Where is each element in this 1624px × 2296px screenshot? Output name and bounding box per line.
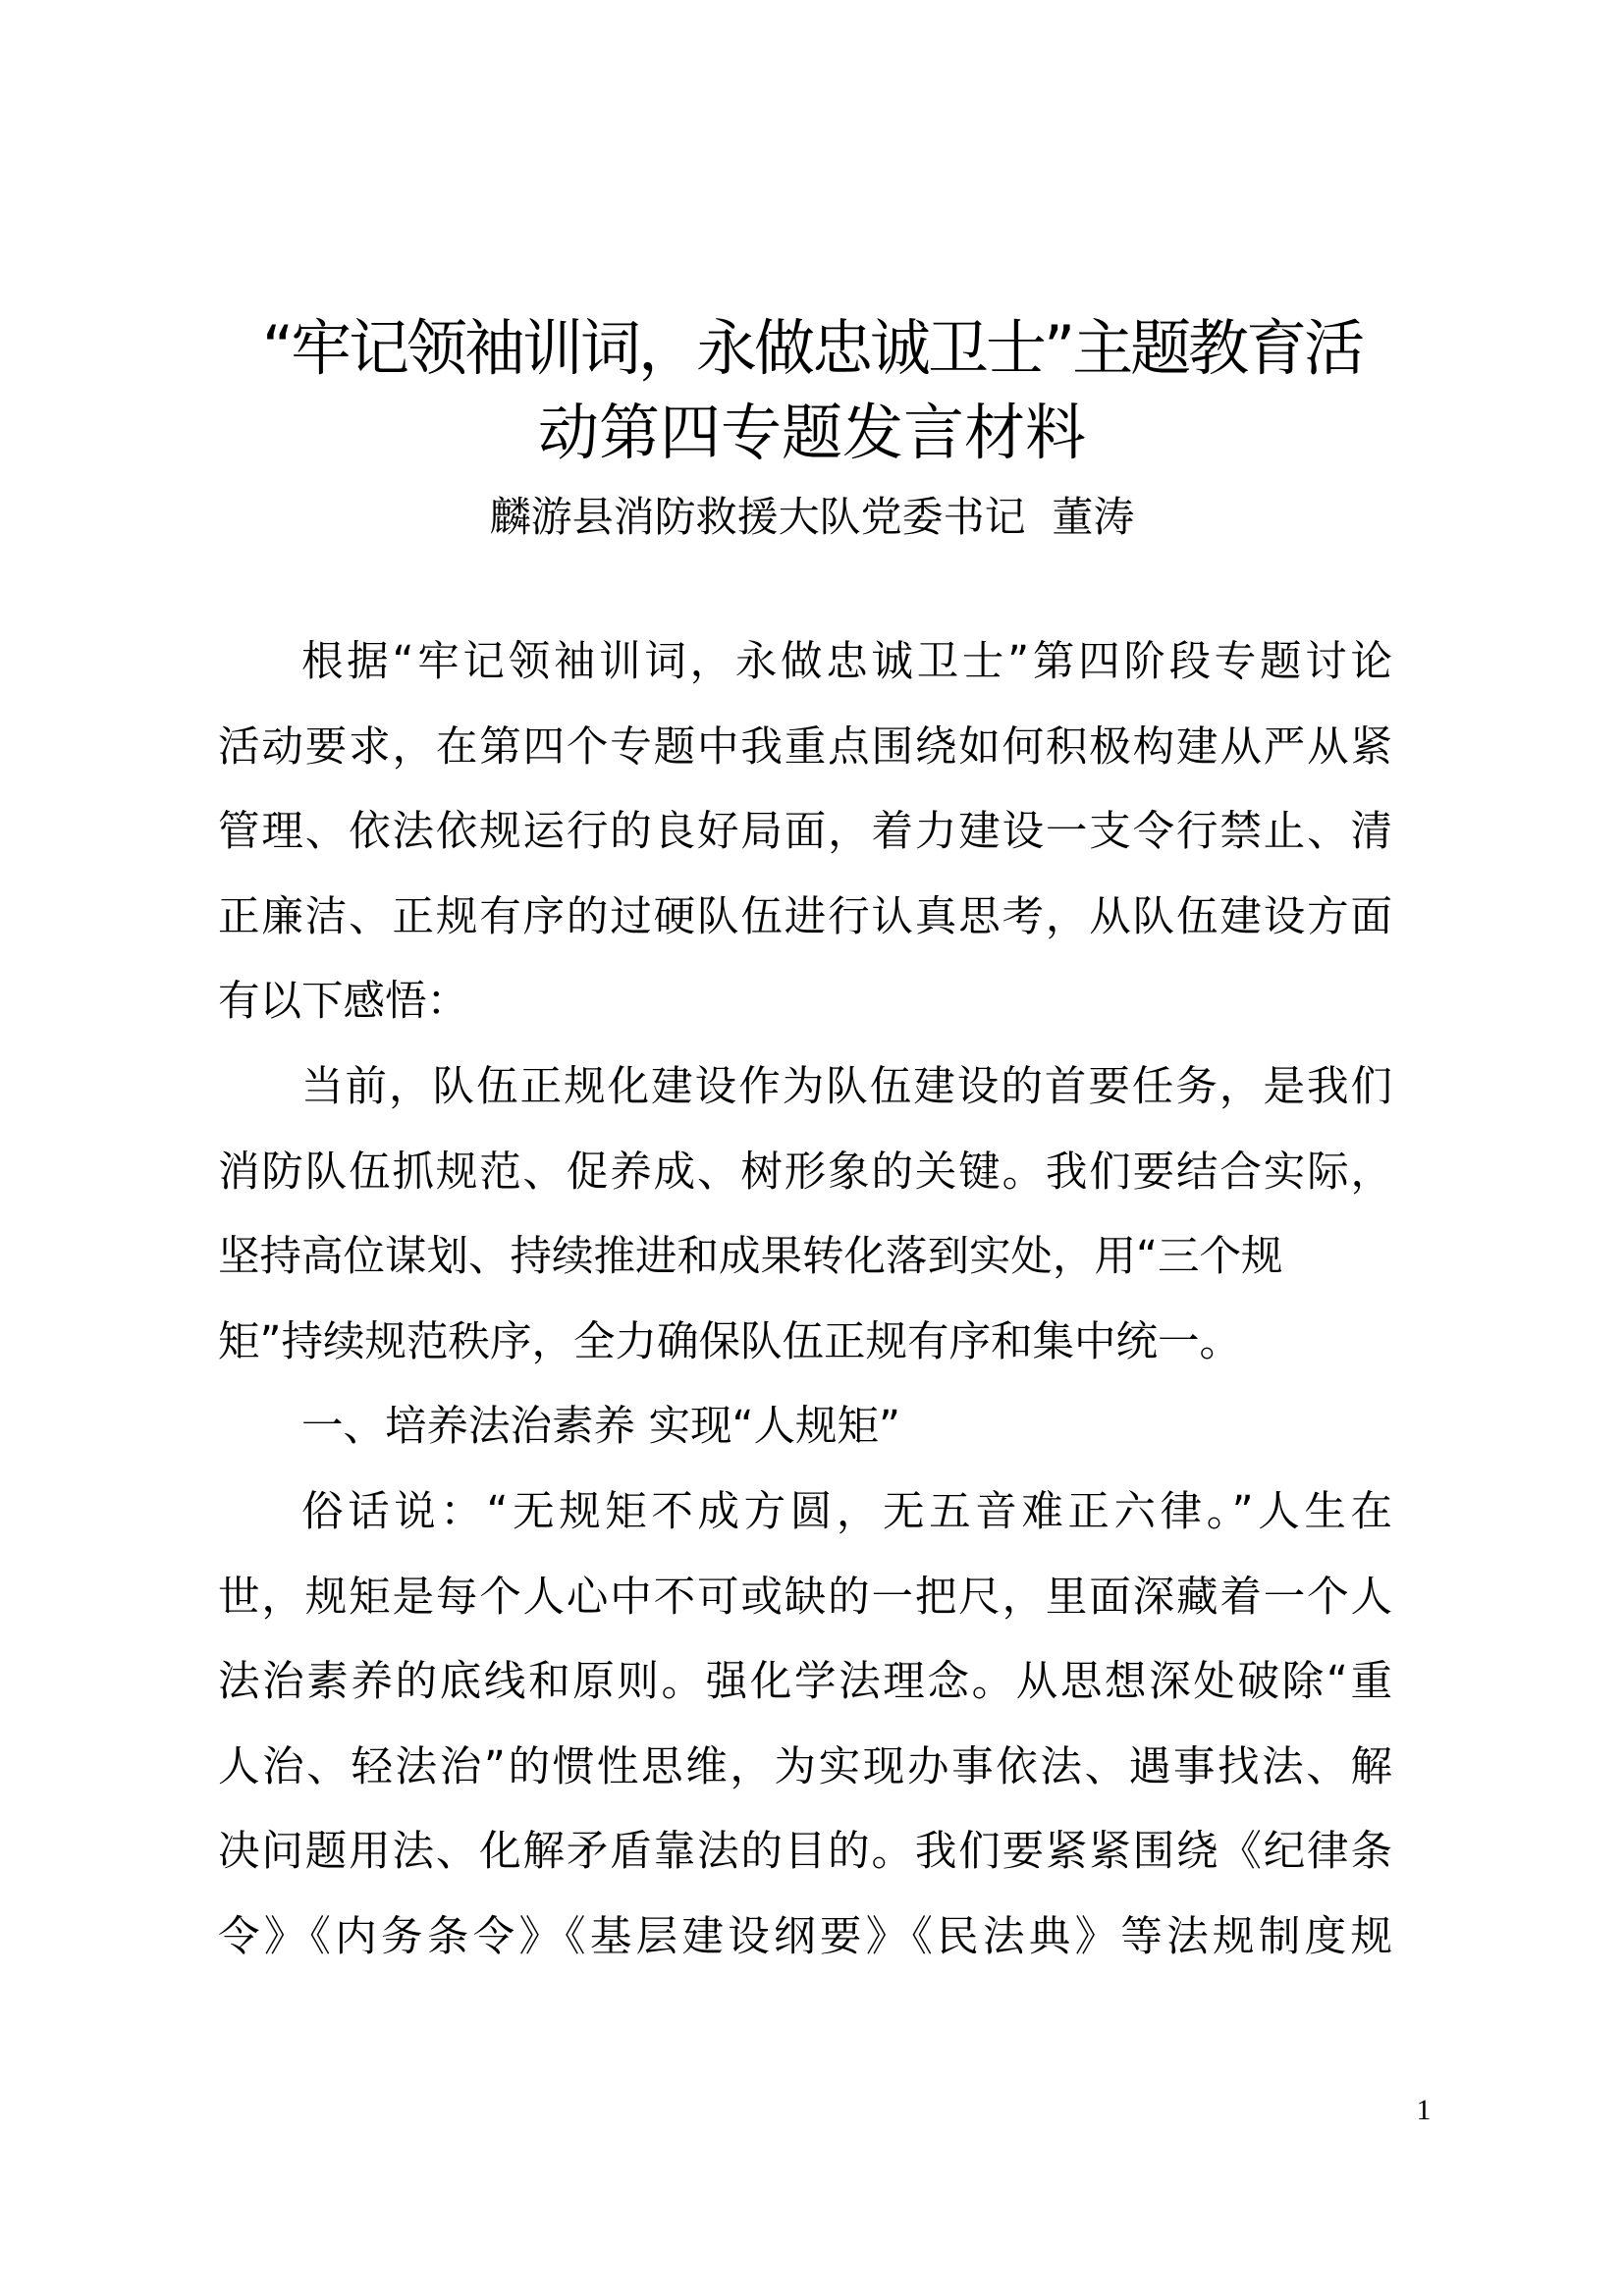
title-line-2: 动第四专题发言材料 <box>537 397 1086 468</box>
page-number: 1 <box>1416 2094 1432 2126</box>
paragraph-2-line: 当前，队伍正规化建设作为队伍建设的首要任务，是我们 <box>301 1062 1392 1111</box>
paragraph-3-line: 世，规矩是每个人心中不可或缺的一把尺，里面深藏着一个人 <box>218 1573 1392 1622</box>
paragraph-2-line: 矩”持续规范秩序，全力确保队伍正规有序和集中统一。 <box>218 1317 1242 1366</box>
title-line-1: “牢记领袖训词，永做忠诚卫士”主题教育活 <box>261 312 1363 384</box>
paragraph-1-line: 根据“牢记领袖训词，永做忠诚卫士”第四阶段专题讨论 <box>301 638 1392 686</box>
paragraph-1-line: 正廉洁、正规有序的过硬队伍进行认真思考，从队伍建设方面 <box>218 892 1392 941</box>
paragraph-3-line: 令》《内务条令》《基层建设纲要》《民法典》等法规制度规 <box>218 1912 1392 1961</box>
document-body <box>218 620 1392 1981</box>
paragraph-3-line: 人治、轻法治”的惯性思维，为实现办事依法、遇事找法、解 <box>218 1742 1392 1791</box>
paragraph-1-line: 管理、依法依规运行的良好局面，着力建设一支令行禁止、清 <box>218 808 1392 857</box>
section-heading: 一、培养法治素养 实现“人规矩” <box>301 1403 901 1452</box>
paragraph-1-line: 活动要求，在第四个专题中我重点围绕如何积极构建从严从紧 <box>218 722 1392 772</box>
paragraph-1-line: 有以下感悟： <box>218 978 469 1027</box>
paragraph-3-line: 俗话说：“无规矩不成方圆，无五音难正六律。”人生在 <box>301 1487 1392 1536</box>
paragraph-2-line: 坚持高位谋划、持续推进和成果转化落到实处，用“三个规 <box>218 1233 1283 1282</box>
paragraph-3-line: 决问题用法、化解矛盾靠法的目的。我们要紧紧围绕《纪律条 <box>218 1828 1392 1877</box>
author-byline: 麟游县消防救援大队党委书记 董涛 <box>489 493 1135 541</box>
paragraph-2-line: 消防队伍抓规范、促养成、树形象的关键。我们要结合实际， <box>218 1148 1392 1197</box>
document-title <box>218 306 1406 475</box>
paragraph-3-line: 法治素养的底线和原则。强化学法理念。从思想深处破除“重 <box>218 1658 1392 1707</box>
